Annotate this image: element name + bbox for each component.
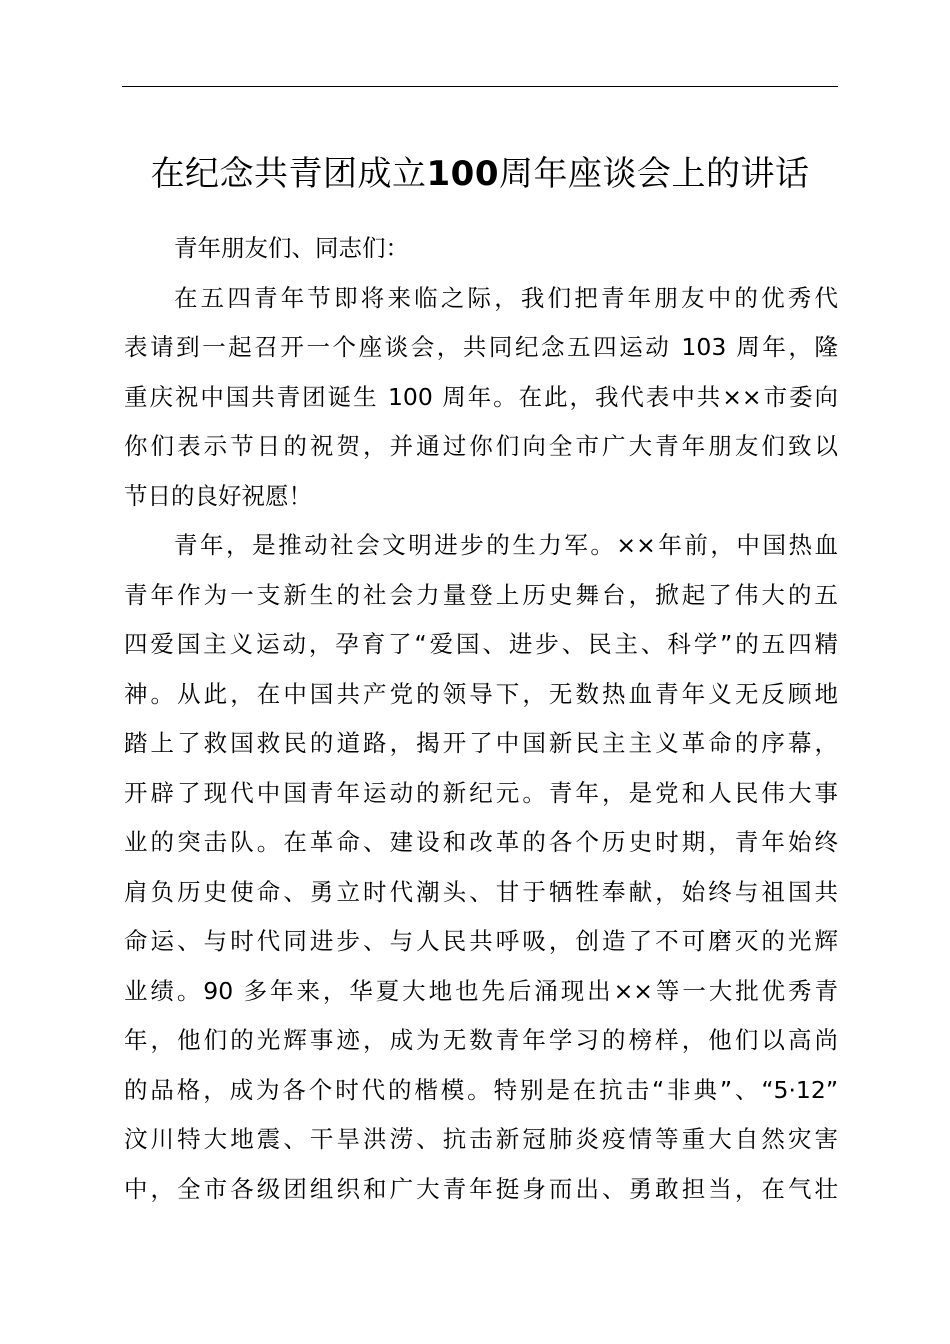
text-line: 节日的良好祝愿！ <box>124 481 312 510</box>
text-line: 开辟了现代中国青年运动的新纪元。青年，是党和人民伟大事 <box>124 778 838 807</box>
text-line: 业的突击队。在革命、建设和改革的各个历史时期，青年始终 <box>124 828 838 856</box>
title-prefix: 在纪念共青团成立 <box>150 154 427 194</box>
text-line: 中，全市各级团组织和广大青年挺身而出、勇敢担当，在气壮 <box>124 1174 838 1203</box>
document-title <box>80 150 880 198</box>
salutation: 青年朋友们、同志们： <box>174 234 409 262</box>
title-number: 100 <box>426 154 499 194</box>
text-line: 业绩。90 多年来，华夏大地也先后涌现出××等一大批优秀青 <box>124 976 838 1005</box>
text-line: 踏上了救国救民的道路，揭开了中国新民主主义革命的序幕， <box>124 729 838 757</box>
text-line: 年，他们的光辉事迹，成为无数青年学习的榜样，他们以高尚 <box>124 1026 838 1054</box>
text-line: 重庆祝中国共青团诞生 100 周年。在此，我代表中共××市委向 <box>124 382 838 411</box>
text-line: 你们表示节日的祝贺，并通过你们向全市广大青年朋友们致以 <box>124 432 838 460</box>
text-line: 青年，是推动社会文明进步的生力军。××年前，中国热血 <box>174 531 838 559</box>
paragraph-1 <box>124 274 838 522</box>
text-line: 肩负历史使命、勇立时代潮头、甘于牺牲奉献，始终与祖国共 <box>124 877 838 906</box>
text-line: 神。从此，在中国共产党的领导下，无数热血青年义无反顾地 <box>124 679 838 708</box>
paragraph-2 <box>124 521 838 1214</box>
text-line: 的品格，成为各个时代的楷模。特别是在抗击“非典”、“5·12” <box>124 1075 838 1104</box>
text-line: 四爱国主义运动，孕育了“爱国、进步、民主、科学”的五四精 <box>124 630 838 658</box>
text-line: 青年作为一支新生的社会力量登上历史舞台，掀起了伟大的五 <box>124 580 838 609</box>
document-body <box>124 224 838 1214</box>
text-line: 在五四青年节即将来临之际，我们把青年朋友中的优秀代 <box>174 283 838 312</box>
text-line: 汶川特大地震、干旱洪涝、抗击新冠肺炎疫情等重大自然灾害 <box>124 1125 838 1153</box>
header-rule <box>122 86 838 87</box>
text-line: 命运、与时代同进步、与人民共呼吸，创造了不可磨灭的光辉 <box>124 927 838 955</box>
text-line: 表请到一起召开一个座谈会，共同纪念五四运动 103 周年，隆 <box>124 333 838 361</box>
title-suffix: 周年座谈会上的讲话 <box>498 154 810 194</box>
